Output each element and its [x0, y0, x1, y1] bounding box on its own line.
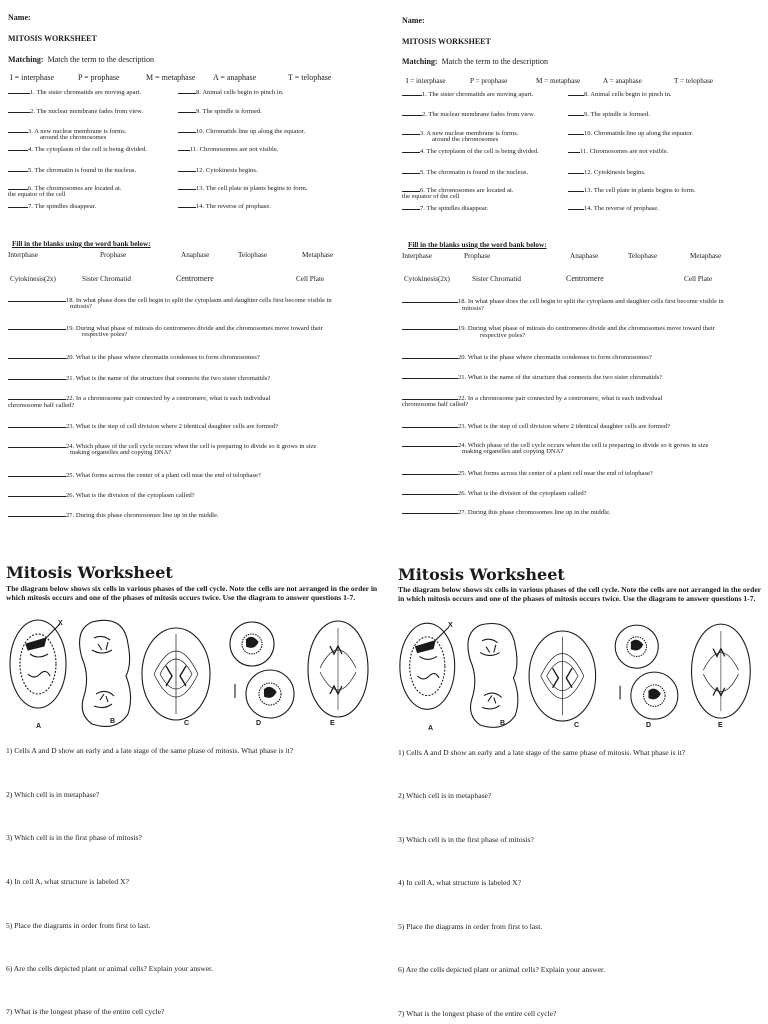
matching-item: 9. The spindle is formed.: [178, 106, 262, 115]
cell-label-d: D: [256, 720, 262, 727]
legend-metaphase: M = metaphase: [146, 73, 196, 82]
cell-label-c: C: [574, 722, 580, 729]
word-bank-term: Interphase: [402, 252, 432, 260]
diagram-question-4: 4) In cell A, what structure is labeled X?: [398, 878, 521, 887]
cell-label-c: C: [184, 720, 190, 727]
word-bank-term: Telophase: [238, 251, 268, 259]
word-bank-term: Cell Plate: [296, 275, 325, 283]
matching-item: 4. The cytoplasm of the cell is being divided.: [8, 144, 147, 153]
legend-telophase: T = telophase: [674, 77, 714, 85]
legend-metaphase: M = metaphase: [536, 77, 581, 85]
matching-item: 14. The reverse of prophase.: [568, 203, 659, 212]
diagram-description: The diagram below shows six cells in various phases of the cell cycle. Note the cells are not arranged in the order in which mitosis occurs and one of the phases of mitosis occurs twice. Use the diagram to answer questions 1-7.: [398, 585, 761, 603]
cell-c: [529, 631, 596, 721]
fill-question: 26. What is the division of the cytoplasm called?: [402, 488, 587, 497]
diagram-question-1: 1) Cells A and D show an early and a late stage of the same phase of mitosis. What phase is it?: [398, 748, 686, 757]
cell-e: [692, 624, 751, 718]
matching-item: 3. A new nuclear membrane is forms.: [402, 128, 519, 137]
word-bank-term: Anaphase: [181, 251, 210, 259]
diagram-question-7: 7) What is the longest phase of the entire cell cycle?: [398, 1009, 557, 1018]
matching-item: 2. The nuclear membrane fades from view.: [402, 109, 535, 118]
fill-question: 26. What is the division of the cytoplasm called?: [8, 490, 195, 499]
matching-item: 8. Animal cells begin to pinch in.: [178, 87, 284, 96]
matching-item: 13. The cell plate in plants begins to form.: [178, 183, 308, 192]
diagram-question-6: 6) Are the cells depicted plant or animal cells? Explain your answer.: [6, 964, 214, 973]
fill-question: 24. Which phase of the cell cycle occurs when the cell is preparing to divide so it grows in size: [8, 441, 316, 450]
matching-item: 13. The cell plate in plants begins to form.: [568, 185, 696, 194]
diagram-title: Mitosis Worksheet: [6, 563, 173, 582]
cell-a: [400, 623, 455, 709]
legend-prophase: P = prophase: [78, 73, 120, 82]
fill-question: 23. What is the step of cell division where 2 identical daughter cells are formed?: [402, 421, 670, 430]
word-bank-heading: Fill in the blanks using the word bank below:: [408, 241, 547, 249]
matching-item-continued: around the chromosomes: [432, 136, 499, 143]
fill-question-continued: mitosis?: [70, 303, 92, 310]
matching-item-continued: the equator of the cell: [8, 191, 66, 198]
word-bank-term: Centromere: [566, 274, 604, 283]
structure-label-x: X: [58, 620, 63, 627]
fill-question: 25. What forms across the center of a plant cell near the end of telophase?: [8, 470, 261, 479]
mitosis-cells-diagram: [394, 616, 762, 738]
legend-telophase: T = telophase: [288, 73, 332, 82]
worksheet-title: MITOSIS WORKSHEET: [402, 37, 491, 46]
word-bank-term: Metaphase: [690, 252, 722, 260]
word-bank-term: Telophase: [628, 252, 658, 260]
name-label: Name:: [402, 16, 425, 25]
fill-question: 23. What is the step of cell division where 2 identical daughter cells are formed?: [8, 421, 278, 430]
matching-item: 4. The cytoplasm of the cell is being divided.: [402, 146, 539, 155]
cell-d: [615, 625, 678, 719]
fill-question: 19. During what phase of mitosis do centromeres divide and the chromosomes move toward their: [402, 323, 715, 332]
fill-question: 22. In a chromosome pair connected by a centromere, what is each individual: [8, 393, 270, 402]
fill-question: 18. In what phase does the cell begin to split the cytoplasm and daughter cells first become visible in: [402, 296, 724, 305]
matching-item: 11. Chromosomes are not visible.: [178, 144, 278, 153]
word-bank-term: Centromere: [176, 274, 214, 283]
legend-interphase: I = interphase: [10, 73, 55, 82]
legend-anaphase: A = anaphase: [213, 73, 257, 82]
diagram-question-4: 4) In cell A, what structure is labeled X?: [6, 877, 129, 886]
matching-item: 11. Chromosomes are not visible.: [568, 146, 668, 155]
fill-question: 21. What is the name of the structure that connects the two sister chromatids?: [402, 372, 662, 381]
fill-question-continued: chromosome half called?: [8, 402, 75, 409]
fill-question-continued: respective poles?: [82, 331, 128, 338]
matching-instructions: Matching: Match the term to the description: [8, 55, 154, 64]
cell-label-a: A: [36, 723, 42, 730]
fill-question: 20. What is the phase where chromatin condenses to form chromosomes?: [8, 352, 260, 361]
matching-item: 14. The reverse of prophase.: [178, 201, 271, 210]
name-label: Name:: [8, 13, 31, 22]
matching-item: 2. The nuclear membrane fades from view.: [8, 106, 143, 115]
diagram-question-2: 2) Which cell is in metaphase?: [398, 791, 492, 800]
matching-item: 1. The sister chromatids are moving apart.: [402, 89, 533, 98]
diagram-question-2: 2) Which cell is in metaphase?: [6, 790, 100, 799]
fill-question: 18. In what phase does the cell begin to split the cytoplasm and daughter cells first become visible in: [8, 295, 332, 304]
word-bank-term: Sister Chromatid: [472, 275, 521, 283]
matching-item-continued: around the chromosomes: [40, 134, 107, 141]
fill-question-continued: chromosome half called?: [402, 401, 469, 408]
worksheet-copy-right: [384, 0, 768, 1024]
legend-prophase: P = prophase: [470, 77, 508, 85]
matching-item: 7. The spindles disappear.: [8, 201, 96, 210]
matching-item: 3. A new nuclear membrane is forms.: [8, 126, 127, 135]
matching-item: 5. The chromatin is found in the nucleus.: [8, 165, 136, 174]
word-bank-term: Metaphase: [302, 251, 334, 259]
matching-instructions: Matching: Match the term to the description: [402, 57, 548, 66]
matching-item: 6. The chromosomes are located at.: [8, 183, 121, 192]
matching-item: 1. The sister chromatids are moving apart.: [8, 87, 141, 96]
matching-item: 5. The chromatin is found in the nucleus.: [402, 167, 528, 176]
diagram-question-6: 6) Are the cells depicted plant or animal cells? Explain your answer.: [398, 965, 606, 974]
matching-item: 10. Chromatids line up along the equator.: [568, 128, 693, 137]
legend-interphase: I = interphase: [406, 77, 446, 85]
fill-question-continued: making organelles and copying DNA?: [70, 449, 172, 456]
diagram-question-3: 3) Which cell is in the first phase of mitosis?: [6, 833, 142, 842]
word-bank-term: Cytokinesis(2x): [10, 275, 56, 283]
cell-label-e: E: [330, 720, 335, 727]
word-bank-term: Cell Plate: [684, 275, 713, 283]
fill-question: 20. What is the phase where chromatin condenses to form chromosomes?: [402, 352, 652, 361]
word-bank-term: Cytokinesis(2x): [404, 275, 450, 283]
cell-label-d: D: [646, 722, 652, 729]
word-bank-term: Sister Chromatid: [82, 275, 131, 283]
matching-item: 6. The chromosomes are located at.: [402, 185, 513, 194]
legend-anaphase: A = anaphase: [603, 77, 642, 85]
cell-a: [10, 620, 66, 708]
fill-question-continued: making organelles and copying DNA?: [462, 448, 564, 455]
fill-question-continued: respective poles?: [480, 332, 526, 339]
fill-question: 19. During what phase of mitosis do centromeres divide and the chromosomes move toward their: [8, 323, 323, 332]
diagram-question-5: 5) Place the diagrams in order from first to last.: [398, 922, 543, 931]
structure-label-x: X: [448, 622, 453, 629]
fill-question: 25. What forms across the center of a plant cell near the end of telophase?: [402, 468, 653, 477]
diagram-title: Mitosis Worksheet: [398, 565, 565, 584]
cell-b: [468, 623, 518, 727]
fill-question: 27. During this phase chromosomes line up in the middle.: [402, 507, 611, 516]
cell-d: [230, 622, 294, 718]
word-bank-heading: Fill in the blanks using the word bank below:: [12, 240, 151, 248]
matching-item: 8. Animal cells begin to pinch in.: [568, 89, 672, 98]
cell-label-a: A: [428, 725, 434, 732]
fill-question: 27. During this phase chromosomes line up in the middle.: [8, 510, 219, 519]
fill-question: 22. In a chromosome pair connected by a centromere, what is each individual: [402, 393, 662, 402]
worksheet-title: MITOSIS WORKSHEET: [8, 34, 97, 43]
cell-label-b: B: [110, 718, 116, 725]
fill-question: 21. What is the name of the structure that connects the two sister chromatids?: [8, 373, 270, 382]
cell-e: [308, 621, 368, 717]
word-bank-term: Anaphase: [570, 252, 599, 260]
matching-item: 12. Cytokinesis begins.: [568, 167, 646, 176]
word-bank-term: Prophase: [100, 251, 127, 259]
diagram-question-5: 5) Place the diagrams in order from first to last.: [6, 921, 151, 930]
fill-question-continued: mitosis?: [462, 305, 484, 312]
matching-item: 9. The spindle is formed.: [568, 109, 650, 118]
diagram-question-3: 3) Which cell is in the first phase of mitosis?: [398, 835, 534, 844]
cell-label-b: B: [500, 720, 506, 727]
word-bank-term: Interphase: [8, 251, 38, 259]
cell-b: [80, 620, 131, 726]
fill-question: 24. Which phase of the cell cycle occurs when the cell is preparing to divide so it grows in size: [402, 440, 708, 449]
matching-item-continued: the equator of the cell: [402, 193, 460, 200]
diagram-description: The diagram below shows six cells in various phases of the cell cycle. Note the cells are not arranged in the order in which mitosis occurs and one of the phases of mitosis occurs twice. Use the diagram to answer questions 1-7.: [6, 584, 378, 602]
matching-item: 7. The spindles disappear.: [402, 203, 488, 212]
mitosis-cells-diagram: [4, 614, 380, 736]
diagram-question-1: 1) Cells A and D show an early and a late stage of the same phase of mitosis. What phase is it?: [6, 746, 294, 755]
cell-label-e: E: [718, 722, 723, 729]
matching-item: 12. Cytokinesis begins.: [178, 165, 258, 174]
word-bank-term: Prophase: [464, 252, 491, 260]
diagram-question-7: 7) What is the longest phase of the entire cell cycle?: [6, 1007, 165, 1016]
cell-c: [142, 628, 210, 720]
matching-item: 10. Chromatids line up along the equator.: [178, 126, 305, 135]
